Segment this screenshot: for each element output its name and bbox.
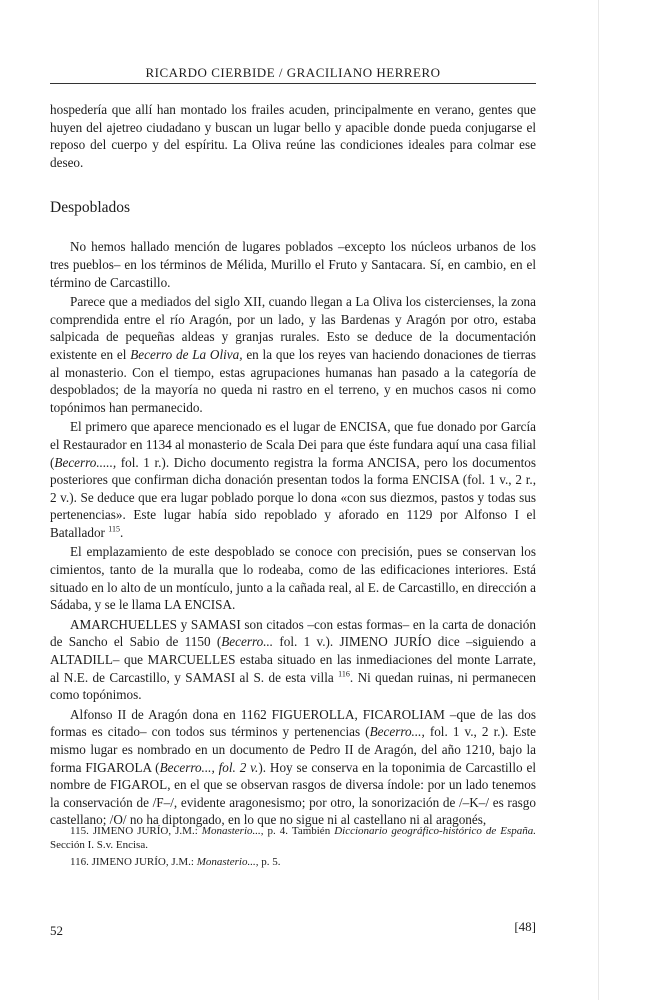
footnote-115: 115. JIMENO JURÍO, J.M.: Monasterio..., p. 4. También Diccionario geográfico-histórico de España. Sección I. S.v. Encisa. (50, 825, 536, 851)
main-text (50, 101, 536, 829)
section-title: Despoblados (50, 199, 131, 217)
paragraph-1: No hemos hallado mención de lugares poblados –excepto los núcleos urbanos de los tres pueblos– en los términos de Mélida, Murillo el Fruto y Santacara. Sí, en cambio, en el término de Carcastillo. (50, 239, 536, 290)
paragraph-2: Parece que a mediados del siglo XII, cuando llegan a La Oliva los cistercienses, la zona comprendida entre el río Aragón, por un lado, y las Bardenas y Aragón por otro, estaba salpicada de pequeñas aldeas y granjas rurales. Esto se deduce de la documentación existente en el Becerro de La Oliva, en la que los reyes van haciendo donaciones de tierras al monasterio. Con el tiempo, estas agrupaciones humanas han pasado a la categoría de despoblados; de la mayoría no queda ni rastro en el terreno, y en muchos casos ni como topónimos han permanecido. (50, 294, 536, 415)
page-number: 52 (50, 923, 63, 938)
footnote-ref-116: 116 (338, 669, 350, 679)
paragraph-3: El primero que aparece mencionado es el lugar de ENCISA, que fue donado por García el Restaurador en 1134 al monasterio de Scala Dei para que éste fundara aquí una casa filial (Becerro....., fol. 1 r.). Dicho documento registra la forma ANCISA, pero los documentos posteriores que confirman dicha donación presentan todos la forma ENCISA (fol. 1 v., 2 r., 2 v.). Se deduce que era lugar poblado porque lo dona «con sus diezmos, pastos y todas sus pertenencias». Este lugar había sido repoblado y aforado en 1129 por Alfonso I el Batallador $^{115}$. (50, 419, 536, 540)
header-rule (50, 83, 536, 84)
footnotes (50, 824, 536, 869)
running-header (50, 60, 536, 86)
page-reference: [48] (514, 919, 536, 934)
paragraph-5: AMARCHUELLES y SAMASI son citados –con estas formas– en la carta de donación de Sancho el Sabio de 1150 (Becerro... fol. 1 v.). JIMENO JURÍO dice –siguiendo a ALTADILL– que MARCUELLES estaba situado en las inmediaciones del monte Larrate, al N.E. de Carcastillo, y SAMASI al S. de esta villa $^{116}$. Ni quedan ruinas, ni permanecen como topónimos. (50, 616, 537, 703)
paragraph-continuation: hospedería que allí han montado los frailes acuden, principalmente en verano, gentes que huyen del ajetreo ciudadano y buscan un lugar bello y apacible donde pueda conjugarse el reposo del cuerpo y del espíritu. La Oliva reúne las condiciones ideales para colmar ese deseo. (50, 102, 536, 170)
running-title: RICARDO CIERBIDE / GRACILIANO HERRERO (145, 65, 441, 80)
paragraph-4: El emplazamiento de este despoblado se conoce con precisión, pues se conservan los cimientos, tanto de la muralla que lo rodeaba, como de las edificaciones interiores. Está situado en lo alto de un montículo, junto a la cañada real, al E. de Carcastillo, en dirección a Sádaba, y se le llama LA ENCISA. (50, 544, 536, 613)
footnote-116: 116. JIMENO JURÍO, J.M.: Monasterio..., p. 5. (70, 856, 281, 868)
footnote-ref-115: 115 (108, 524, 120, 534)
paragraph-6: Alfonso II de Aragón dona en 1162 FIGUEROLLA, FICAROLIAM –que de las dos formas es citado– con todos sus términos y pertenencias (Becerro..., fol. 1 v., 2 r.). Este mismo lugar es nombrado en un documento de Pedro II de Aragón, del año 1210, bajo la forma FIGAROLA (Becerro..., fol. 2 v.). Hoy se conserva en la toponimia de Carcastillo el nombre de FIGAROL, en el que se observan rasgos de diversa índole: por un lado tenemos la conservación de /F–/, evidente aragonesismo; por otro, la sonorización de /–K–/ es rasgo castellano; /O/ no ha diptongado, en lo que no sigue ni al castellano ni al aragonés, (50, 706, 536, 828)
scan-margin-line (598, 0, 599, 1000)
